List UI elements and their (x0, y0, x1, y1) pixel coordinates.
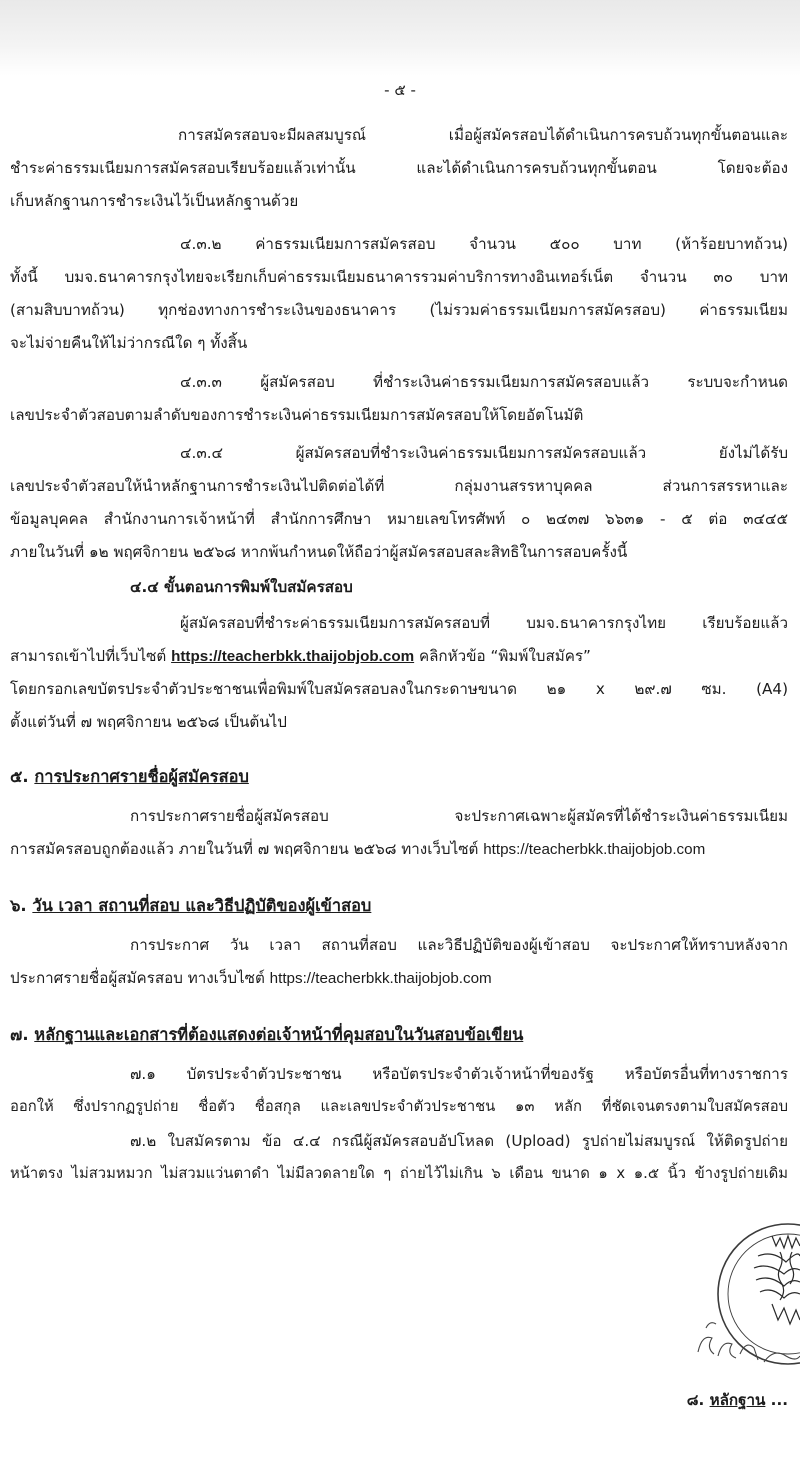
section-heading (10, 1024, 788, 1046)
section-title: วัน เวลา สถานที่สอบ และวิธีปฏิบัติของผู้เข้าสอบ (32, 896, 372, 915)
paragraph-line: ออกให้ ซึ่งปรากฏรูปถ่าย ชื่อตัว ชื่อสกุล และเลขประจำตัวประชาชน ๑๓ หลัก ที่ชัดเจนตรงตามใบสมัครสอบ (10, 1098, 788, 1115)
paragraph-line: ชำระค่าธรรมเนียมการสมัครสอบเรียบร้อยแล้วเท่านั้น และได้ดำเนินการครบถ้วนทุกขั้นตอน โดยจะต้อง (10, 159, 788, 177)
paragraph-line-with-link (10, 967, 788, 990)
garuda-seal-stamp (688, 1216, 800, 1366)
paragraph-line: ตั้งแต่วันที่ ๗ พฤศจิกายน ๒๕๖๘ เป็นต้นไป (10, 713, 287, 731)
paragraph-line: ภายในวันที่ ๑๒ พฤศจิกายน ๒๕๖๘ หากพ้นกำหนดให้ถือว่าผู้สมัครสอบสละสิทธิในการสอบครั้งนี้ (10, 543, 628, 561)
paragraph-line: ผู้สมัครสอบที่ชำระค่าธรรมเนียมการสมัครสอบที่ บมจ.ธนาคารกรุงไทย เรียบร้อยแล้ว (180, 614, 788, 632)
paragraph-line: ๗.๒ ใบสมัครตาม ข้อ ๔.๔ กรณีผู้สมัครสอบอัปโหลด (Upload) รูปถ่ายไม่สมบูรณ์ ให้ติดรูปถ่าย (130, 1132, 788, 1150)
section-number: ๖. (10, 896, 27, 915)
footer-word: หลักฐาน (709, 1391, 766, 1409)
paragraph-text: คลิกหัวข้อ “พิมพ์ใบสมัคร” (418, 647, 591, 665)
paragraph-line: ๔.๓.๒ ค่าธรรมเนียมการสมัครสอบ จำนวน ๕๐๐ บาท (ห้าร้อยบาทถ้วน) (180, 235, 788, 253)
paragraph-line: ข้อมูลบุคคล สำนักงานการเจ้าหน้าที่ สำนักการศึกษา หมายเลขโทรศัพท์ ๐ ๒๔๓๗ ๖๖๓๑ - ๕ ต่อ ๓๔๔๕ (10, 510, 788, 528)
paragraph-line: เลขประจำตัวสอบให้นำหลักฐานการชำระเงินไปติดต่อได้ที่ กลุ่มงานสรรหาบุคคล ส่วนการสรรหาและ (10, 477, 788, 495)
website-link[interactable]: https://teacherbkk.thaijobjob.com (269, 970, 492, 987)
paragraph-text: การสมัครสอบถูกต้องแล้ว ภายในวันที่ ๗ พฤศจิกายน ๒๕๖๘ ทางเว็บไซต์ (10, 840, 479, 858)
paragraph-line: การสมัครสอบจะมีผลสมบูรณ์ เมื่อผู้สมัครสอบได้ดำเนินการครบถ้วนทุกขั้นตอนและ (178, 126, 788, 144)
footer-ellipsis: ... (765, 1391, 788, 1409)
paragraph-line: ๔.๓.๓ ผู้สมัครสอบ ที่ชำระเงินค่าธรรมเนียมการสมัครสอบแล้ว ระบบจะกำหนด (180, 373, 788, 391)
paragraph-line: ทั้งนี้ บมจ.ธนาคารกรุงไทยจะเรียกเก็บค่าธรรมเนียมธนาคารรวมค่าบริการทางอินเทอร์เน็ต จำนวน ๓๐ บาท (10, 268, 788, 286)
paragraph-line-with-link (10, 645, 788, 668)
section-title: หลักฐานและเอกสารที่ต้องแสดงต่อเจ้าหน้าที่คุมสอบในวันสอบข้อเขียน (34, 1025, 524, 1044)
website-link[interactable]: https://teacherbkk.thaijobjob.com (483, 841, 706, 858)
paragraph-line: จะไม่จ่ายคืนให้ไม่ว่ากรณีใด ๆ ทั้งสิ้น (10, 334, 248, 352)
paragraph-line: การประกาศ วัน เวลา สถานที่สอบ และวิธีปฏิบัติของผู้เข้าสอบ จะประกาศให้ทราบหลังจาก (130, 936, 788, 954)
footer-next-section (687, 1388, 788, 1412)
section-heading (10, 766, 788, 788)
section-title: การประกาศรายชื่อผู้สมัครสอบ (34, 767, 249, 786)
paragraph-line: หน้าตรง ไม่สวมหมวก ไม่สวมแว่นตาดำ ไม่มีลวดลายใด ๆ ถ่ายไว้ไม่เกิน ๖ เดือน ขนาด ๑ x ๑.๕ นิ้ว ข้างรูปถ่ายเดิม (10, 1165, 788, 1182)
paragraph-line: เก็บหลักฐานการชำระเงินไว้เป็นหลักฐานด้วย (10, 192, 299, 210)
paragraph-text: สามารถเข้าไปที่เว็บไซต์ (10, 647, 167, 665)
scan-shadow (0, 0, 800, 76)
paragraph-line: การประกาศรายชื่อผู้สมัครสอบ จะประกาศเฉพาะผู้สมัครที่ได้ชำระเงินค่าธรรมเนียม (130, 807, 788, 825)
section-number: ๕. (10, 767, 29, 786)
paragraph-line: ๔.๓.๔ ผู้สมัครสอบที่ชำระเงินค่าธรรมเนียมการสมัครสอบแล้ว ยังไม่ได้รับ (180, 444, 788, 462)
section-heading (10, 895, 788, 917)
paragraph-line: ๗.๑ บัตรประจำตัวประชาชน หรือบัตรประจำตัวเจ้าหน้าที่ของรัฐ หรือบัตรอื่นที่ทางราชการ (130, 1065, 788, 1083)
paragraph-text: ประกาศรายชื่อผู้สมัครสอบ ทางเว็บไซต์ (10, 969, 265, 987)
page-number: - ๕ - (384, 81, 416, 99)
paragraph-line: โดยกรอกเลขบัตรประจำตัวประชาชนเพื่อพิมพ์ใบสมัครสอบลงในกระดาษขนาด ๒๑ x ๒๙.๗ ซม. (A4) (10, 680, 788, 698)
paragraph-line: เลขประจำตัวสอบตามลำดับของการชำระเงินค่าธรรมเนียมการสมัครสอบให้โดยอัตโนมัติ (10, 406, 584, 424)
footer-number: ๘. (686, 1391, 705, 1409)
website-link[interactable]: https://teacherbkk.thaijobjob.com (171, 648, 415, 665)
paragraph-line-with-link (10, 838, 788, 861)
paragraph-line: (สามสิบบาทถ้วน) ทุกช่องทางการชำระเงินของธนาคาร (ไม่รวมค่าธรรมเนียมการสมัครสอบ) ค่าธรรมเนียม (10, 301, 788, 319)
section-heading: ๔.๔ ขั้นตอนการพิมพ์ใบสมัครสอบ (130, 578, 353, 596)
section-number: ๗. (10, 1025, 29, 1044)
